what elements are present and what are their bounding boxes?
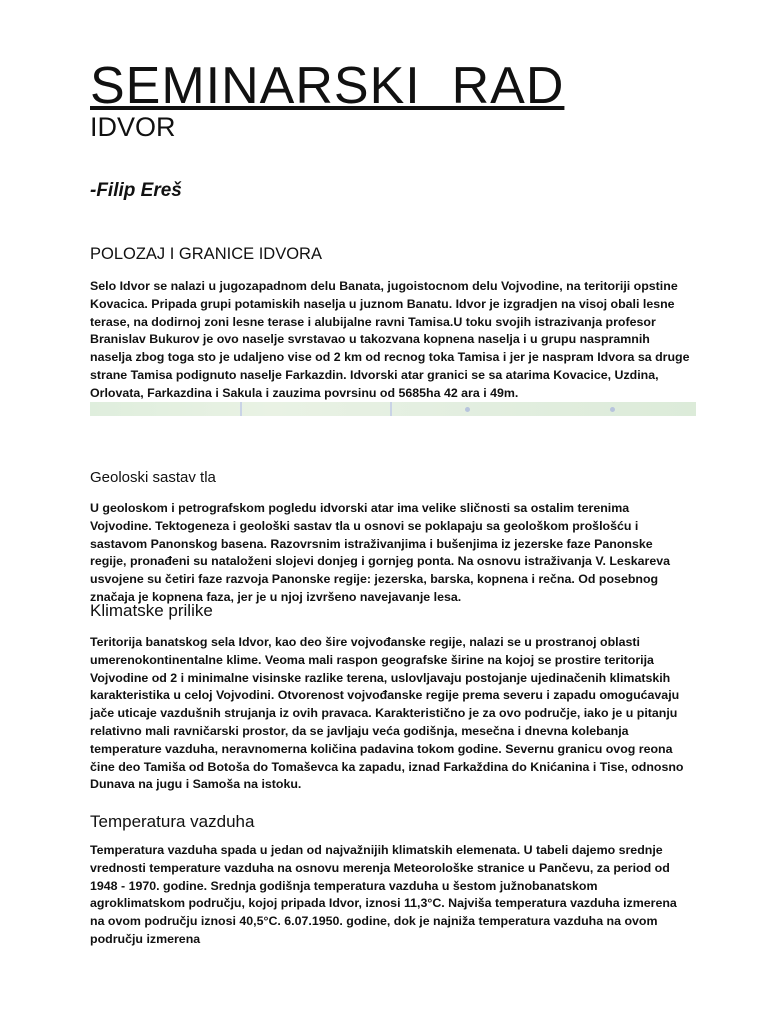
section-body-temperatura: Temperatura vazduha spada u jedan od najvažnijih klimatskih elemenata. U tabeli dajemo srednje vrednosti temperature vazduha na osnovu merenja Meteorološke stranice u Pančevu, za period od 1948 - 1970. godine. Srednja godišnja temperatura vazduha u šestom južnobanatskom agroklimatskom području, kojoj pripada Idvor, iznosi 11,3°C. Najviša temperatura vazduha izmerena na ovom području iznosi 40,5°C. 6.07.1950. godine, dok je najniža temperatura vazduha na ovom području izmerena [90, 843, 677, 946]
section-heading-geologija: Geoloski sastav tla [90, 469, 216, 486]
map-road [240, 402, 242, 416]
section-body-geologija: U geoloskom i petrografskom pogledu idvorski atar ima velike sličnosti sa ostalim terenima Vojvodine. Tektogeneza i geološki sastav tla u osnovi se poklapaju sa geološkom prošlošću i sastavom Panonskog basena. Razovrsnim istraživanjima i bušenjima iz jezerske faze Panonske regije, pronađeni su nataloženi slojevi donjeg i gornjeg ponta. Na osnovu istraživanja V. Leskareva usvojene su četiri faze razvoja Panonske regije: jezerska, barska, kopnena i rečna. Od posebnog značaja je kopnena faza, jer je u njoj izvršeno navejavanje lesa. [90, 501, 670, 604]
document-subtitle: IDVOR [90, 112, 176, 142]
map-marker-icon [610, 407, 615, 412]
section-heading-polozaj: POLOZAJ I GRANICE IDVORA [90, 245, 322, 263]
section-body-klima: Teritorija banatskog sela Idvor, kao deo šire vojvođanske regije, nalazi se u prostranoj oblasti umerenokontinentalne klime. Veoma mali raspon geografske širine na kojoj se prostire teritorija Vojvodine od 2 i minimalne visinske razlike terena, uslovljavaju postojanje ujedinačenih klimatskih karakteristika u celoj Vojvodini. Otvorenost vojvođanske regije prema severu i zapadu omogućavaju jače uticaje vazdušnih strujanja iz ovih pravaca. Karakteristično je za ovo područje, iako je u pitanju relativno mali ravničarski prostor, da se javljaju veća godišnja, mesečna i dnevna kolebanja temperature vazduha, neravnomerna količina padavina tokom godine. Severnu granicu ovog reona čine deo Tamiša od Botoša do Tomaševca ka zapadu, iznad Farkaždina do Knićanina i Tise, odnosno Dunava na jugu i Samoša na istoku. [90, 635, 684, 792]
document-title: SEMINARSKI RAD [90, 57, 565, 115]
section-heading-temperatura: Temperatura vazduha [90, 812, 255, 831]
section-heading-klima: Klimatske prilike [90, 601, 213, 620]
map-marker-icon [465, 407, 470, 412]
map-road [390, 402, 392, 416]
map-image-strip [90, 402, 696, 416]
author-name: -Filip Ereš [90, 180, 182, 201]
section-body-polozaj: Selo Idvor se nalazi u jugozapadnom delu Banata, jugoistocnom delu Vojvodine, na teritoriji opstine Kovacica. Pripada grupi potamiskih naselja u juznom Banatu. Idvor je izgradjen na visoj obali lesne terase, na dodirnoj zoni lesne terase i alubijalne ravni Tamisa.U toku svojih istrazivanja profesor Branislav Bukurov je ovo naselje svrstavao u takozvana kopnena naselja i u grupu naspramnih naselja zbog toga sto je udaljeno vise od 2 km od recnog toka Tamisa i jer je naspram Idvora sa druge strane Tamisa podignuto naselje Farkazdin. Idvorski atar granici se sa atarima Kovacice, Uzdina, Orlovata, Farkazdina i Sakula i zauzima povrsinu od 5685ha 42 ara i 49m. [90, 279, 690, 400]
